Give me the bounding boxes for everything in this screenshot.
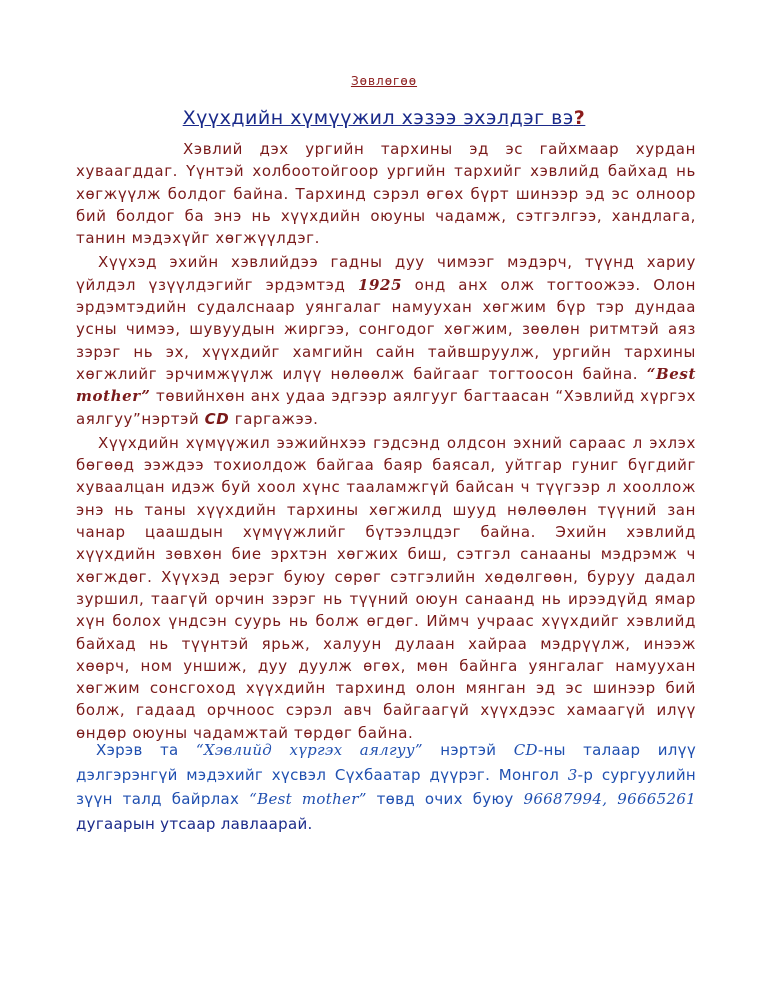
paragraph-1: Хэвлий дэх ургийн тархины эд эс гайхмаар хурдан хуваагддаг. Үүнтэй холбоотойгоор ургийн тархийг хэвлийд байхад нь хөгжүүлж болдог байна. Тархинд сэрэл өгөх бүрт шинээр эд эс олноор бий болдог ба энэ нь хүүхдийн оюуны чадамж, сэтгэлгээ, хандлага, танин мэдэхүйг хөгжүүлдэг. <box>76 140 696 248</box>
paragraph-2 <box>76 251 696 429</box>
title-text: Хүүхдийн хүмүүжил хэзээ эхэлдэг вэ <box>182 107 574 129</box>
para2-cd-title: “Хэвлийд хүргэх аялгуу” <box>76 387 696 428</box>
para2-cd: CD <box>204 409 230 428</box>
title-question-mark: ? <box>573 107 586 129</box>
para2-year: 1925 <box>357 275 403 294</box>
contact-phone-numbers: 96687994, 96665261 <box>523 790 697 808</box>
para2-text-b: онд анх олж тогтоожээ. Олон эрдэмтэдийн судалснаар уянгалаг намуухан хөгжим бүр тэр дундаа усны чимээ, шувуудын жиргээ, сонгодог хөгжим, зөөлөн ритмтэй аяз зэрэг нь эх, хүүхдийг хамгийн сайн тайвшруулж, ургийн тархины хөгжлийг эрчимжүүлж илүү нөлөөлж байгааг тогтоосон байна. <box>76 275 696 383</box>
contact-text-c: -ны талаар илүү дэлгэрэнгүй мэдэхийг хүсвэл Сүхбаатар дүүрэг. Монгол <box>76 741 697 784</box>
contact-school-number: 3 <box>567 765 578 784</box>
contact-text-d: -р сургуулийн зүүн талд байрлах <box>76 765 696 808</box>
para2-brand: “Best mother” <box>76 364 696 406</box>
contact-cd: CD <box>513 741 538 759</box>
contact-brand: “Best mother” <box>249 790 367 808</box>
para2-text-c: төвийнхөн анх удаа эдгээр аялгууг багтаасан <box>150 387 556 406</box>
contact-cd-title: “Хэвлийд хүргэх аялгуу” <box>195 741 423 759</box>
section-label: Зөвлөгөө <box>350 74 418 88</box>
contact-paragraph <box>76 738 696 836</box>
contact-text-b: нэртэй <box>422 741 514 759</box>
para2-text-d: нэртэй <box>141 409 205 428</box>
para2-text-e: гаргажээ. <box>229 409 319 428</box>
page-title <box>0 107 768 129</box>
paragraph-3: Хүүхдийн хүмүүжил ээжийнхээ гэдсэнд олдсон эхний сараас л эхлэх бөгөөд ээждээ тохиолдож байгаа баяр баясал, уйтгар гуниг бүгдийг хуваалцан идэж буй хоол хүнс тааламжгүй байсан ч түүгээр л хооллож энэ нь таны хүүхдийн тархины хөгжилд шууд нөлөөлөн түүний зан чанар цаашдын хүмүүжлийг бүтээлцдэг байна. Эхийн хэвлийд хүүхдийн зөвхөн бие эрхтэн хөгжих биш, сэтгэл санааны мэдрэмж ч хөгждөг. Хүүхэд эерэг буюу сөрөг сэтгэлийн хөдөлгөөн, буруу дадал зуршил, таагүй орчин зэрэг нь түүний оюун санаанд нь ирээдүйд ямар хүн болох үндсэн суурь нь болж өгдөг. Иймч учраас хүүхдийг хэвлийд байхад нь түүнтэй ярьж, халуун дулаан хайраа мэдрүүлж, инээж хөөрч, ном уншиж, дуу дуулж өгөх, мөн байнга уянгалаг намуухан хөгжим сонсгоход хүүхдийн тархинд олон мянган эд эс шинээр бий болж, гадаад орчноос сэрэл авч байгаагүй хүүхдээс хамаагүй илүү өндөр оюуны чадамжтай төрдөг байна. <box>76 433 696 742</box>
contact-text-f: дугаарын утсаар лавлаарай. <box>76 814 313 833</box>
contact-text-e: төвд очих буюу <box>366 790 524 808</box>
contact-text-a: Хэрэв та <box>96 741 196 759</box>
para2-text-a: Хүүхэд эхийн хэвлийдээ гадны дуу чимээг мэдэрч, түүнд хариу үйлдэл үзүүлдэгийг эрдэмтэд <box>76 253 696 294</box>
article-body <box>76 138 696 744</box>
contact-block <box>76 738 696 836</box>
